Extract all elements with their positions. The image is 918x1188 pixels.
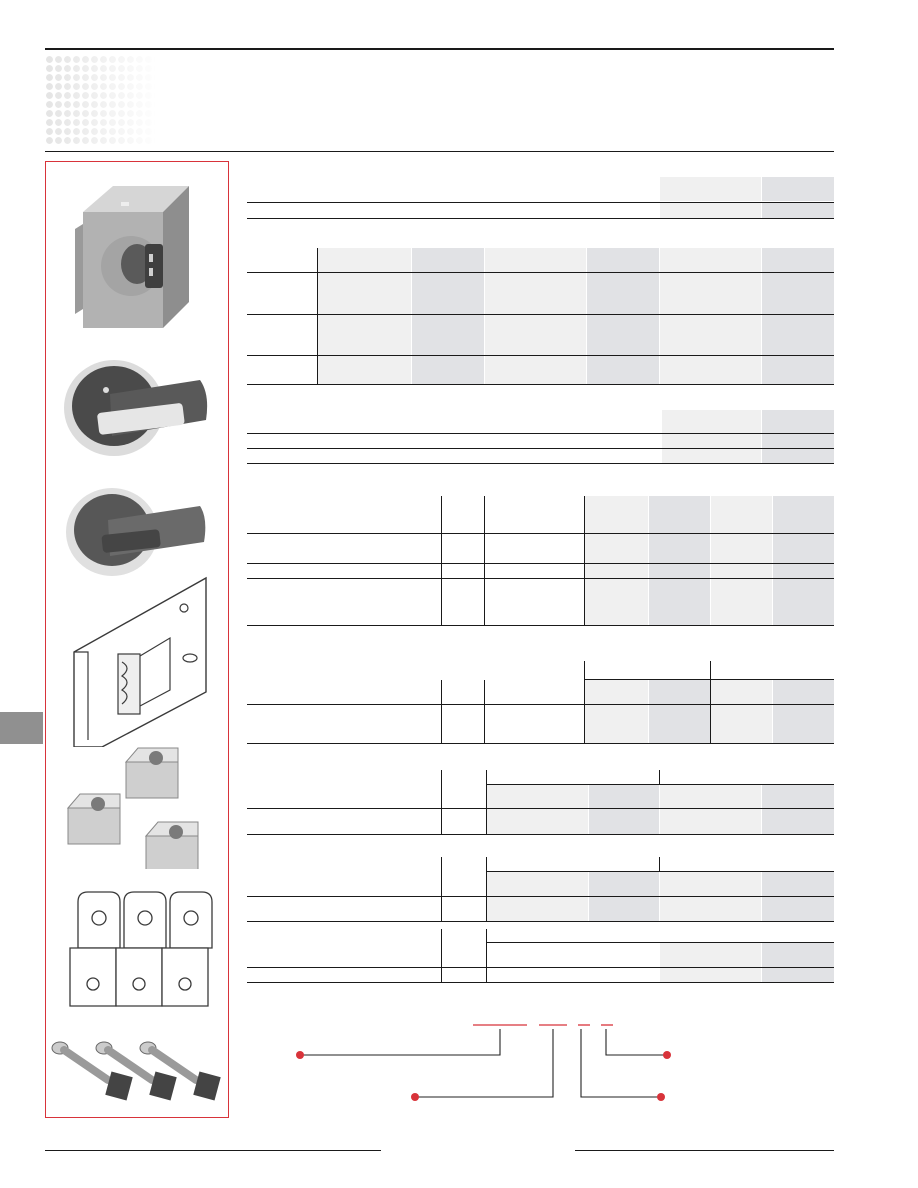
footer-rule-right xyxy=(575,1150,834,1151)
product-image-panel xyxy=(45,161,229,1118)
part-code-diagram xyxy=(280,1015,700,1110)
header-bottom-rule xyxy=(45,151,834,152)
terminal-extension-icon xyxy=(66,888,216,1018)
leader-dot-icon xyxy=(296,1051,304,1059)
rotary-handle-module-icon xyxy=(71,174,211,334)
box-terminal-icon xyxy=(66,744,216,869)
footer-rule-left xyxy=(45,1150,381,1151)
section-side-tab[interactable] xyxy=(0,712,43,744)
header-dot-pattern xyxy=(45,55,155,145)
cable-lug-icon xyxy=(50,1034,226,1114)
header-rule xyxy=(45,48,834,50)
leader-dot-icon xyxy=(411,1093,419,1101)
door-handle-short-icon xyxy=(62,480,212,580)
mounting-plate-icon xyxy=(66,572,221,747)
leader-dot-icon xyxy=(657,1093,665,1101)
leader-dot-icon xyxy=(663,1051,671,1059)
door-handle-long-icon xyxy=(60,350,220,462)
